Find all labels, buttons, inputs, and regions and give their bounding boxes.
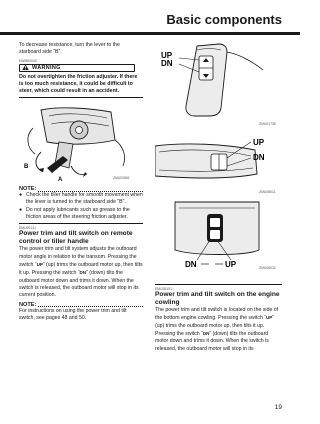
tiller-handle-illustration (155, 132, 282, 194)
fig1-code: ZMU01735 (259, 122, 276, 126)
right-section-title: Power trim and tilt switch on the engine cowling (155, 290, 280, 306)
section-body: The power trim and tilt system adjusts the outboard motor angle in relation to the transom. Pressing the switch “UP” (up) trims the outboard motor up, then tilts it up. Pressing the switch “DN” (down) tilts the outboard motor down and trims it down. When the switch is released, the outboard motor will stop in its current position. (19, 246, 143, 299)
warning-banner (19, 64, 135, 72)
fig2-code: ZMU05011 (259, 190, 276, 194)
section-code: EMU26141 (19, 225, 36, 230)
note-rule (38, 187, 143, 192)
remote-control-illustration (155, 42, 282, 122)
warning-rule (19, 97, 143, 98)
note2-text: For instructions on using the power trim and tilt switch, see pages 48 and 50. (19, 307, 127, 321)
page-title: Basic components (166, 12, 282, 27)
left-column (19, 42, 143, 322)
note-list (19, 192, 143, 221)
fig1-up-label: UP (161, 51, 173, 60)
header-rule (0, 32, 300, 35)
label-a: A (58, 177, 63, 184)
cowling-switch-figure (155, 200, 282, 274)
right-section-body: The power trim and tilt switch is located on the side of the bottom engine cowling. Pressing the switch “UP” (up) trims the outboard motor up, then tilts it up. Pressing the switch “DN” (down) tilts the outboard motor down and trims it down. When the switch is released, the outboard motor will stop in its (155, 307, 279, 352)
fig2-dn-label: DN (253, 153, 265, 162)
note-item: ● Check the tiller handle for smooth movement when the lever is turned to the starboard side “B”. (19, 192, 143, 206)
page-header (0, 0, 300, 34)
note-label: NOTE: (19, 186, 37, 193)
switch-up-label: UP (36, 262, 43, 268)
warning-triangle-icon (22, 64, 29, 71)
intro-paragraph: To decrease resistance, turn the lever to the starboard side “B”. (19, 42, 120, 56)
right-switch-dn-label: DN (202, 331, 210, 337)
bullet-icon: ● (19, 192, 23, 199)
note2-rule (38, 302, 143, 307)
fig2-up-label: UP (253, 138, 265, 147)
note-item: ● Do not apply lubricants such as grease to the friction areas of the steering friction adjuster. (19, 206, 130, 220)
engine-cowling-illustration (155, 200, 282, 274)
switch-dn-label: DN (79, 270, 87, 276)
note2-label: NOTE: (19, 301, 37, 308)
warning-text: Do not overtighten the friction adjuster. If there is too much resistance, it could be difficult to steer, which could result in an accident. (19, 73, 138, 95)
right-section-code: EMU26151 (155, 286, 172, 291)
remote-switch-figure (155, 42, 282, 126)
right-section-rule (155, 284, 282, 285)
bullet-icon: ● (19, 206, 23, 213)
figure-code: ZMU02661 (113, 176, 130, 181)
page-number: 19 (274, 404, 282, 411)
warning-code: EWM00040 (19, 58, 37, 63)
section-title: Power trim and tilt switch on remote control or tiller handle (19, 229, 133, 246)
label-b: B (24, 164, 29, 171)
right-column (155, 42, 282, 353)
fig3-code: ZMU05032 (259, 266, 276, 270)
right-switch-up-label: UP (266, 315, 273, 321)
fig1-dn-label: DN (161, 59, 173, 68)
tiller-switch-figure (155, 132, 282, 194)
fig3-dn-label: DN (185, 260, 197, 269)
note2-heading (19, 302, 143, 308)
warning-label: WARNING (32, 64, 61, 71)
friction-adjuster-illustration (19, 102, 143, 184)
fig3-up-label: UP (225, 260, 237, 269)
note-end-rule (19, 223, 143, 224)
friction-adjuster-figure (19, 102, 143, 184)
